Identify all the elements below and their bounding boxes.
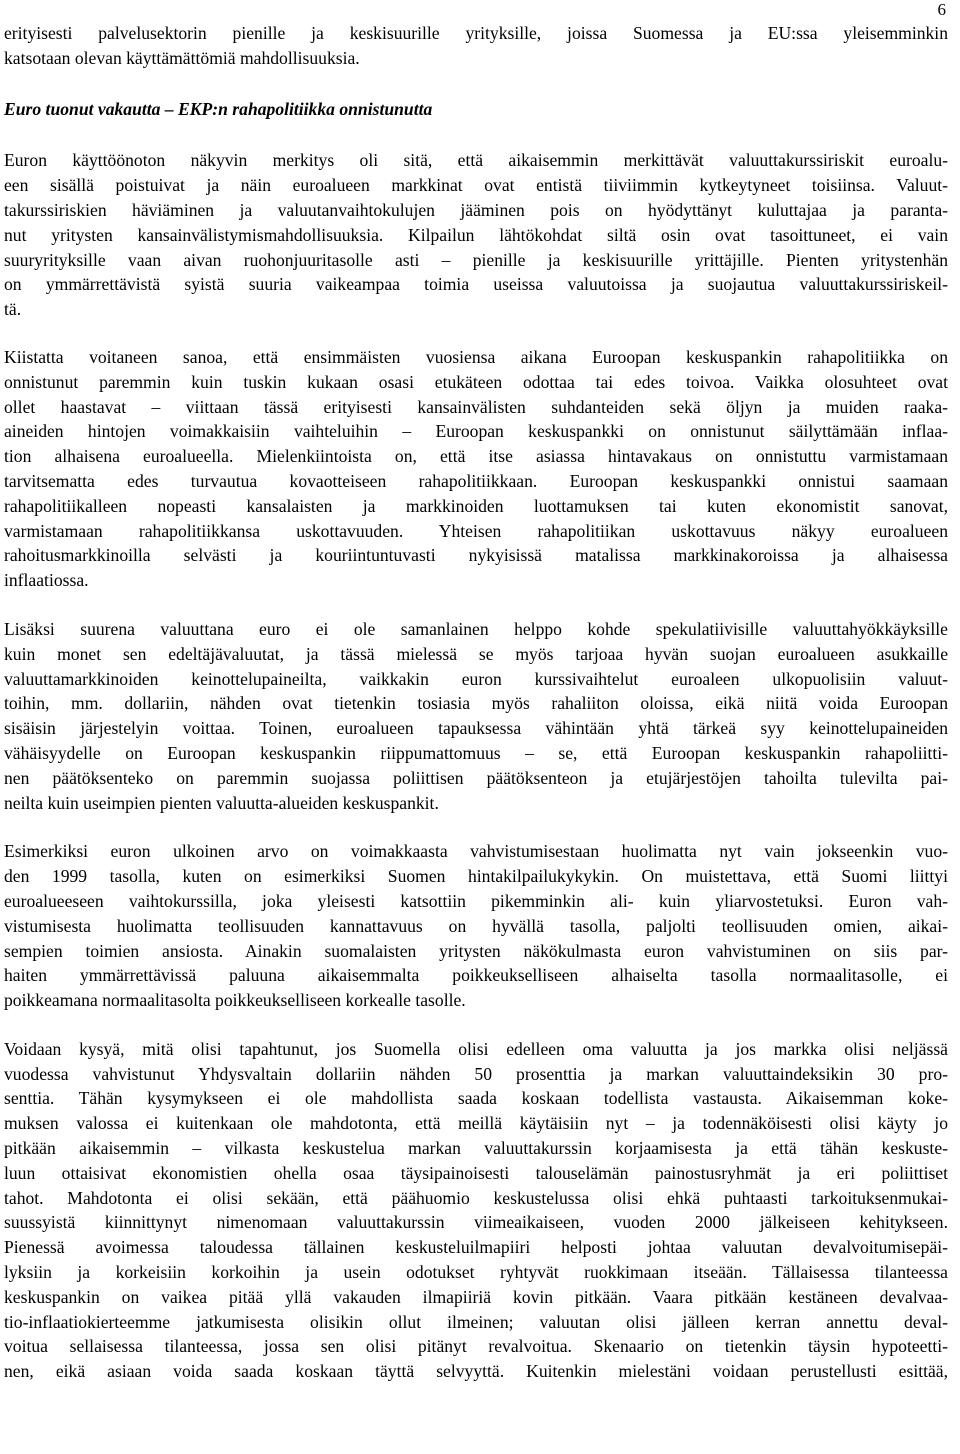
text-line: tio-inflaatiokierteemme jatkumisesta olisikin ollut ilmeinen; valuutan olisi jälleen kerran annettu deval-	[4, 1311, 948, 1332]
text-line: takurssiriskien häviäminen ja valuutanvaihtokulujen jääminen pois on hyödyttänyt kuluttajaa ja paranta-	[4, 199, 948, 220]
text-line: katsotaan olevan käyttämättömiä mahdollisuuksia.	[4, 47, 360, 68]
text-line: keskuspankin on vaikea pitää yllä vakauden ilmapiiriä kovin pitkään. Vaara pitkään kestäneen devalvaa-	[4, 1286, 948, 1307]
text-line: suuryrityksille vaan aivan ruohonjuuritasolle asti – pienille ja keskisuurille yrittäjille. Pienten yritystenhän	[4, 249, 948, 270]
text-line: tarvitsematta edes turvautua kovaotteiseen rahapolitiikkaan. Euroopan keskuspankki onnistui saamaan	[4, 470, 948, 491]
text-line: erityisesti palvelusektorin pienille ja keskisuurille yrityksille, joissa Suomessa ja EU:ssa yleisemminkin	[4, 23, 948, 43]
text-line: varmistamaan rahapolitiikkansa uskottavuuden. Yhteisen rahapolitiikan uskottavuus näkyy euroalueen	[4, 520, 948, 541]
text-line: senttia. Tähän kysymykseen ei ole mahdollista saada koskaan todellista vastausta. Aikaisemman koke-	[4, 1088, 948, 1109]
text-line: rahoitusmarkkinoilla selvästi ja kouriintuntuvasti nykyisissä matalissa markkinakoroissa ja alhaisessa	[4, 545, 948, 566]
text-line: valuuttamarkkinoiden keinottelupaineilta, vaikkakin euron kurssivaihtelut euroaleen ulkopuolisiin valuut-	[4, 668, 948, 689]
paragraph-4	[4, 839, 952, 1013]
text-line: tion alhaisena euroalueella. Mielenkiintoista on, että itse asiassa hintavakaus on onnistuttu varmistamaan	[4, 446, 948, 467]
text-line: aineiden hintojen voimakkaisiin vaihteluihin – Euroopan keskuspankki on onnistunut säilyttämään inflaa-	[4, 421, 948, 442]
section-heading: Euro tuonut vakautta – EKP:n rahapolitiikka onnistunutta	[4, 98, 433, 119]
text-line: neilta kuin useimpien pienten valuutta-alueiden keskuspankit.	[4, 792, 439, 813]
text-line: Voidaan kysyä, mitä olisi tapahtunut, jos Suomella olisi edelleen oma valuutta ja jos markka olisi neljässä	[4, 1038, 948, 1059]
text-line: vähäisyydelle on Euroopan keskuspankin riippumattomuus – se, että Euroopan keskuspankin rahapoliitti-	[4, 742, 948, 763]
text-line: vistumisesta huolimatta teollisuuden kannattavuus on hyvällä tasolla, paljolti teollisuuden omien, aikai-	[4, 915, 948, 936]
text-line: poikkeamana normaalitasolta poikkeukselliseen korkealle tasolle.	[4, 990, 466, 1011]
text-line: tä.	[4, 299, 22, 320]
page-number: 6	[937, 0, 946, 19]
text-line: ollet haastavat – viittaan tässä erityisesti kansainvälisten suhdanteiden sekä öljyn ja muiden raaka-	[4, 396, 948, 417]
text-line: sisäisin järjestelyin voittaa. Toinen, euroalueen tapauksessa vähintään yhtä tärkeä syy keinottelupaineiden	[4, 718, 948, 739]
text-line: tahot. Mahdotonta ei olisi sekään, että päähuomio keskustelussa olisi ehkä puhtaasti tarkoituksenmukai-	[4, 1187, 948, 1208]
text-line: Pienessä avoimessa taloudessa tällainen keskusteluilmapiiri helposti johtaa valuutan devalvoitumisepäi-	[4, 1237, 948, 1258]
paragraph-5	[4, 1037, 952, 1384]
text-line: lyksiin ja korkeisiin korkoihin ja usein odotukset ryhtyvät ruokkimaan itseään. Tällaisessa tilanteessa	[4, 1262, 948, 1283]
text-line: suussyistä kiinnittynyt nimenomaan valuuttakurssin viimeaikaiseen, vuoden 2000 jälkeiseen kehitykseen.	[4, 1212, 948, 1233]
text-line: nut yritysten kansainvälistymismahdollisuuksia. Kilpailun lähtökohdat siltä osin ovat tasoittuneet, ei vain	[4, 224, 948, 245]
text-line: kuin monet sen edeltäjävaluutat, ja tässä mielessä se myös tarjoaa hyvän suojan euroalueen asukkaille	[4, 643, 948, 664]
text-line: onnistunut paremmin kuin tuskin kukaan osasi etukäteen odottaa tai edes toivoa. Vaikka olosuhteet ovat	[4, 371, 948, 392]
text-line: Euron käyttöönoton näkyvin merkitys oli sitä, että aikaisemmin merkittävät valuuttakurssiriskit euroalu-	[4, 150, 948, 171]
text-line: Lisäksi suurena valuuttana euro ei ole samanlainen helppo kohde spekulatiivisille valuuttahyökkäyksille	[4, 618, 948, 639]
text-line: toihin, mm. dollariin, nähden ovat tietenkin tosiasia myös rahaliiton oloissa, eikä niitä voida Euroopan	[4, 693, 948, 714]
text-line: Kiistatta voitaneen sanoa, että ensimmäisten vuosiensa aikana Euroopan keskuspankin rahapolitiikka on	[4, 346, 948, 367]
text-line: den 1999 tasolla, kuten on esimerkiksi Suomen hintakilpailukykykin. On muistettava, että Suomi liittyi	[4, 866, 948, 887]
document-page	[4, 0, 952, 1384]
text-line: een sisällä poistuivat ja näin euroalueen markkinat ovat entistä tiiviimmin kytkeytyneet toisiinsa. Valuut-	[4, 175, 948, 196]
text-line: nen, eikä asiaan voida saada koskaan täyttä selvyyttä. Kuitenkin mielestäni voidaan perustellusti esittää,	[4, 1361, 948, 1382]
text-line: Esimerkiksi euron ulkoinen arvo on voimakkaasta vahvistumisestaan huolimatta nyt vain jokseenkin vuo-	[4, 841, 948, 862]
text-line: on ymmärrettävistä syistä suuria vaikeampaa toimia useissa valuutoissa ja suojautua valuuttakurssiriskeil-	[4, 274, 948, 295]
text-line: rahapolitiikalleen nopeasti kansalaisten ja markkinoiden luottamuksen tai kuten ekonomistit sanovat,	[4, 495, 948, 516]
text-line: muksen valossa ei kuitenkaan ole mahdotonta, että meillä käytäisiin nyt – ja todennäköisesti olisi käyty jo	[4, 1113, 948, 1134]
paragraph-3	[4, 617, 952, 815]
text-line: sempien toimien ansiosta. Ainakin suomalaisten yritysten näkökulmasta euron vahvistuminen on siis par-	[4, 940, 948, 961]
text-line: nen päätöksenteko on paremmin suojassa poliittisen päätöksenteon ja etujärjestöjen tahoilta tulevilta pai-	[4, 767, 948, 788]
text-line: euroalueeseen vaihtokurssilla, joka yleisesti katsottiin pikemminkin ali- kuin yliarvostetuksi. Euron vah-	[4, 890, 948, 911]
text-line: luun ottaisivat ekonomistien ohella osaa täysipainoisesti talouselämän painostusryhmät ja eri poliittiset	[4, 1162, 948, 1183]
text-line: haiten ymmärrettävissä paluuna aikaisemmalta poikkeukselliseen alhaiselta tasolla normaalitasolle, ei	[4, 965, 948, 986]
paragraph-2	[4, 345, 952, 593]
text-line: pitkään aikaisemmin – vilkasta keskustelua markan valuuttakurssin korjaamisesta ja että tähän keskuste-	[4, 1138, 948, 1159]
text-line: vuodessa vahvistunut Yhdysvaltain dollariin nähden 50 prosenttia ja markan valuuttaindeksikin 30 pro-	[4, 1063, 948, 1084]
text-line: voitua sellaisessa tilanteessa, jossa sen olisi pitänyt revalvoitua. Skenaario on tietenkin täysin hypoteetti-	[4, 1336, 948, 1357]
text-line: inflaatiossa.	[4, 570, 89, 591]
intro-paragraph	[4, 0, 952, 71]
paragraph-1	[4, 148, 952, 322]
